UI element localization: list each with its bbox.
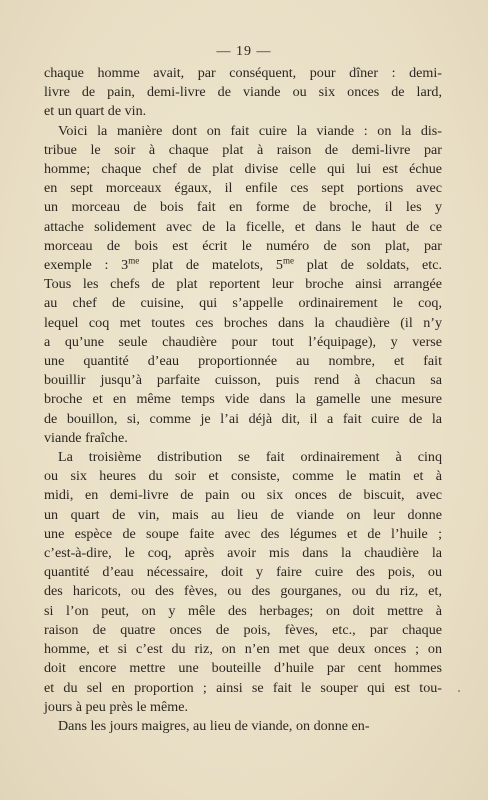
text-line: c’est-à-dire, le coq, après avoir mis dans la chaudière la (44, 545, 442, 562)
text-line: broche et en même temps vide dans la gamelle une mesure (44, 391, 442, 408)
text-line: si l’on peut, on y mêle des herbages; on doit mettre à (44, 602, 442, 619)
text-line: des haricots, ou des fèves, ou des gourganes, ou du riz, et, (44, 583, 442, 600)
text-line: a qu’une seule chaudière pour tout l’équipage), y verse (44, 333, 442, 350)
page-number: — 19 — (216, 44, 272, 59)
text-line: attache solidement avec de la ficelle, et dans le haut de ce (44, 218, 442, 235)
paragraph (44, 122, 442, 448)
text-line: et un quart de vin. (44, 103, 147, 120)
text-line: viande fraîche. (44, 429, 128, 446)
text-line: tribue le soir à chaque plat à raison de demi-livre par (44, 141, 442, 158)
text-line: homme, et si c’est du riz, on n’en met que deux onces ; on (44, 641, 442, 658)
text-line: au chef de cuisine, qui s’appelle ordinairement le coq, (44, 295, 442, 312)
text-line: en sept morceaux égaux, il enfile ces sept portions avec (44, 180, 442, 197)
text-line: et du sel en proportion ; ainsi se fait le souper qui est tou- (44, 679, 442, 696)
text-line: Voici la manière dont on fait cuire la viande : on la dis- (58, 122, 442, 139)
text-line: bouillir jusqu’à parfaite cuisson, puis rend à chacun sa (44, 372, 442, 389)
text-line: une espèce de soupe faite avec des légumes et de l’huile ; (44, 525, 442, 542)
text-line: jours à peu près le même. (44, 698, 189, 715)
paragraph (44, 717, 442, 736)
text-line: La troisième distribution se fait ordinairement à cinq (58, 449, 442, 466)
text-line: chaque homme avait, par conséquent, pour dîner : demi- (44, 65, 442, 81)
text-line: morceau de bois est écrit le numéro de son plat, par (44, 237, 442, 254)
text-line: lequel coq met toutes ces broches dans la chaudière (il n’y (44, 314, 442, 331)
text-line: livre de pain, demi-livre de viande ou six onces de lard, (44, 84, 442, 101)
text-line: exemple : $3^{me}$ plat de matelots, $5^{me}$ plat de soldats, etc. (44, 255, 443, 274)
text-line: une quantité d’eau proportionnée au nombre, et fait (44, 353, 442, 370)
text-line: doit encore mettre une bouteille d’huile par cent hommes (44, 660, 442, 677)
paper-speck (458, 690, 460, 692)
paragraph (44, 64, 442, 122)
text-line: quantité d’eau nécessaire, doit y faire cuire des pois, ou (44, 564, 442, 581)
text-line: Dans les jours maigres, au lieu de viande, on donne en- (58, 717, 370, 734)
text-line: homme; chaque chef de plat divise celle qui lui est échue (44, 161, 442, 178)
paragraph (44, 448, 442, 717)
text-line: Tous les chefs de plat reportent leur broche ainsi arrangée (44, 276, 442, 293)
body-text (44, 64, 442, 736)
text-line: raison de quatre onces de pois, fèves, etc., par chaque (44, 621, 442, 638)
text-line: de bouillon, si, comme je l’ai déjà dit, il a fait cuire de la (44, 410, 442, 427)
text-line: un morceau de bois fait en forme de broche, il les y (44, 199, 442, 216)
text-line: un quart de vin, mais au lieu de viande on leur donne (44, 506, 442, 523)
text-line: ou six heures du soir et consiste, comme le matin et à (44, 468, 442, 485)
text-line: midi, en demi-livre de pain ou six onces de biscuit, avec (44, 487, 442, 504)
